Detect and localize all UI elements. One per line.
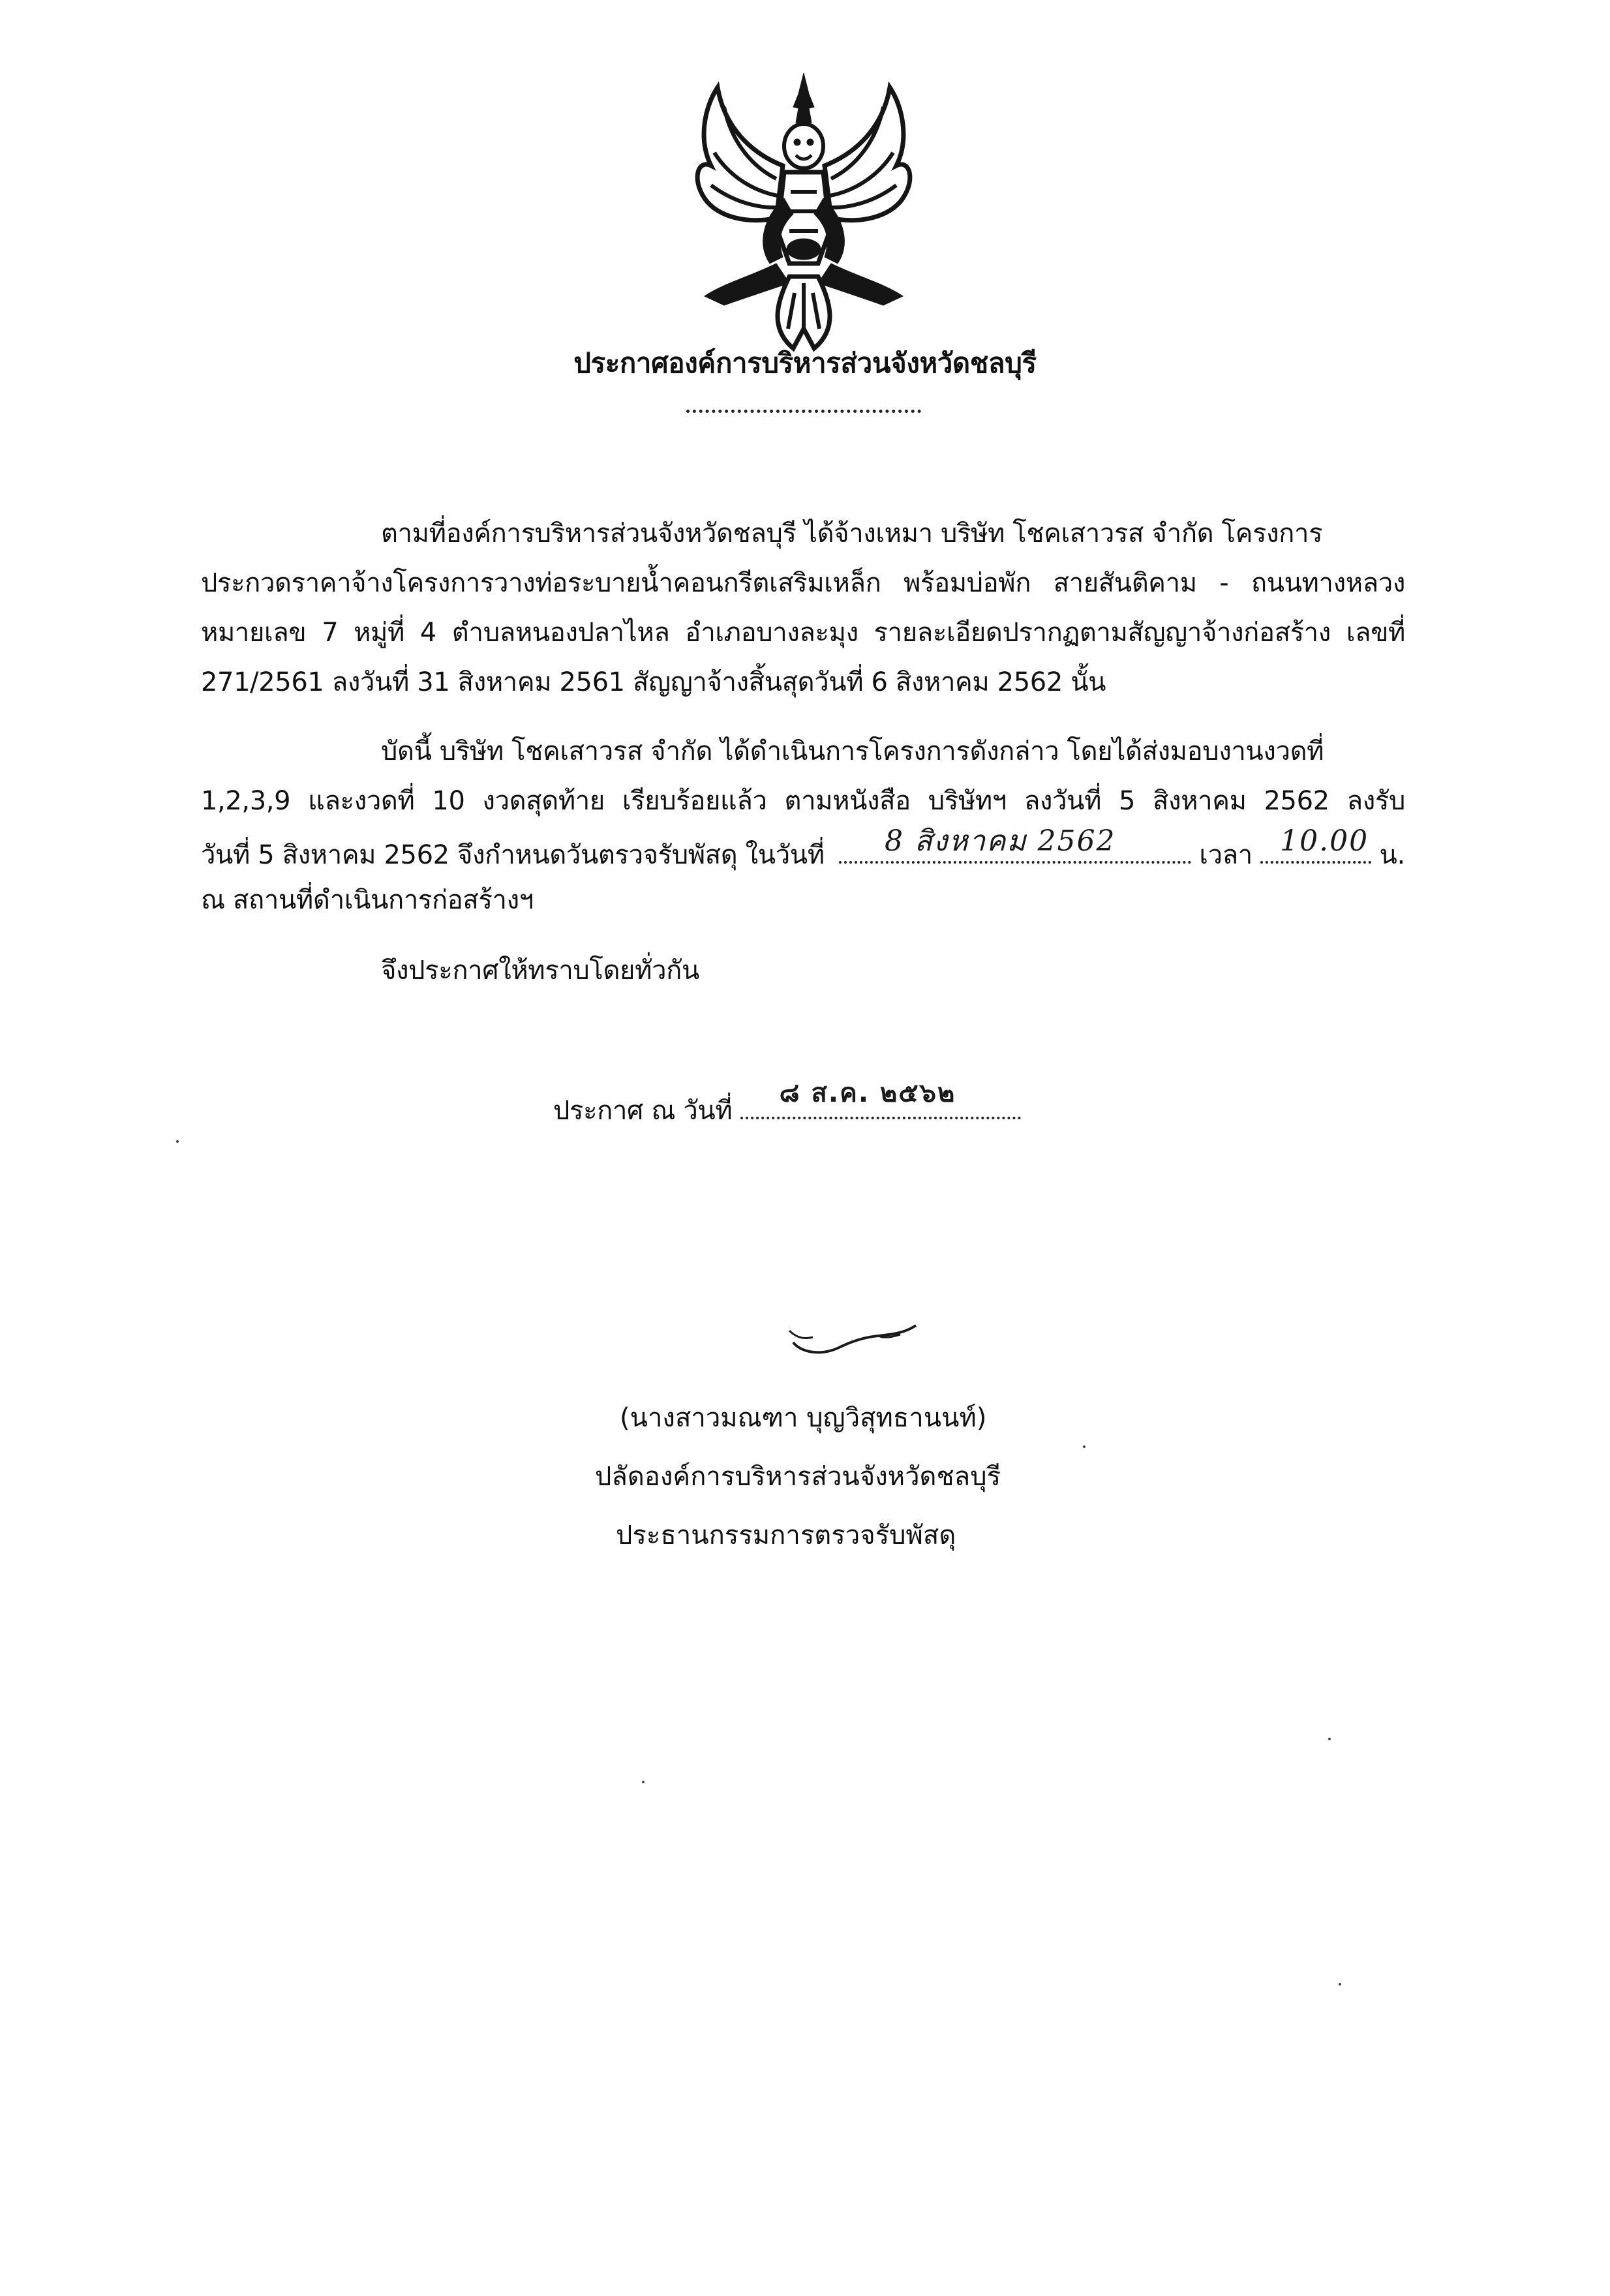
scan-speck: [176, 1140, 179, 1143]
inspection-date-field: [839, 824, 1191, 864]
inspection-date-line: [201, 824, 1414, 873]
signatory-name: (นางสาวมณฑา บุญวิสุทธานนท์): [620, 1403, 987, 1433]
paragraph-line: หมายเลข 7 หมู่ที่ 4 ตำบลหนองปลาไหล อำเภอบางละมุง รายละเอียดปรากฏตามสัญญาจ้างก่อสร้าง เลขที่: [201, 618, 1405, 648]
announcement-date-field: [740, 1078, 1021, 1119]
paragraph-line: ตามที่องค์การบริหารส่วนจังหวัดชลบุรี ได้จ้างเหมา บริษัท โชคเสาวรส จำกัด โครงการ: [381, 519, 1323, 549]
signatory-position: ปลัดองค์การบริหารส่วนจังหวัดชลบุรี: [595, 1462, 1001, 1492]
title-dotted-divider: [686, 410, 921, 413]
inspection-date-prefix: วันที่ 5 สิงหาคม 2562 จึงกำหนดวันตรวจรับพัสดุ ในวันที่: [201, 840, 825, 870]
paragraph-line: 1,2,3,9 และงวดที่ 10 งวดสุดท้าย เรียบร้อยแล้ว ตามหนังสือ บริษัทฯ ลงวันที่ 5 สิงหาคม 2562 ลงรับ: [201, 786, 1405, 816]
scan-speck: [1339, 1983, 1341, 1986]
time-handwritten: 10.00: [1280, 824, 1369, 858]
handwritten-signature-icon: [780, 1318, 924, 1370]
announcement-date-prefix: ประกาศ ณ วันที่: [553, 1096, 733, 1126]
page-title: ประกาศองค์การบริหารส่วนจังหวัดชลบุรี: [573, 347, 1037, 379]
paragraph-line: ประกวดราคาจ้างโครงการวางท่อระบายน้ำคอนกรีตเสริมเหล็ก พร้อมบ่อพัก สายสันติคาม - ถนนทางหลวง: [201, 568, 1405, 598]
inspection-date-handwritten: 8 สิงหาคม 2562: [885, 824, 1116, 858]
paragraph-line: ณ สถานที่ดำเนินการก่อสร้างฯ: [201, 885, 534, 915]
paragraph-line: บัดนี้ บริษัท โชคเสาวรส จำกัด ได้ดำเนินการโครงการดังกล่าว โดยได้ส่งมอบงานงวดที่: [381, 736, 1324, 766]
time-unit: น.: [1379, 840, 1405, 870]
announcement-date-line: [553, 1078, 1021, 1129]
time-field: [1260, 824, 1371, 864]
scan-speck: [1328, 1738, 1331, 1740]
announcement-date-stamped: ๘ ส.ค. ๒๕๖๒: [779, 1078, 956, 1108]
signatory-role: ประธานกรรมการตรวจรับพัสดุ: [616, 1520, 956, 1550]
garuda-emblem-icon: [678, 68, 929, 352]
paragraph-line: 271/2561 ลงวันที่ 31 สิงหาคม 2561 สัญญาจ้างสิ้นสุดวันที่ 6 สิงหาคม 2562 นั้น: [201, 667, 1106, 697]
closing-statement: จึงประกาศให้ทราบโดยทั่วกัน: [381, 956, 699, 986]
scan-speck: [642, 1781, 645, 1783]
scan-speck: [1083, 1445, 1086, 1448]
time-label: เวลา: [1199, 840, 1253, 870]
